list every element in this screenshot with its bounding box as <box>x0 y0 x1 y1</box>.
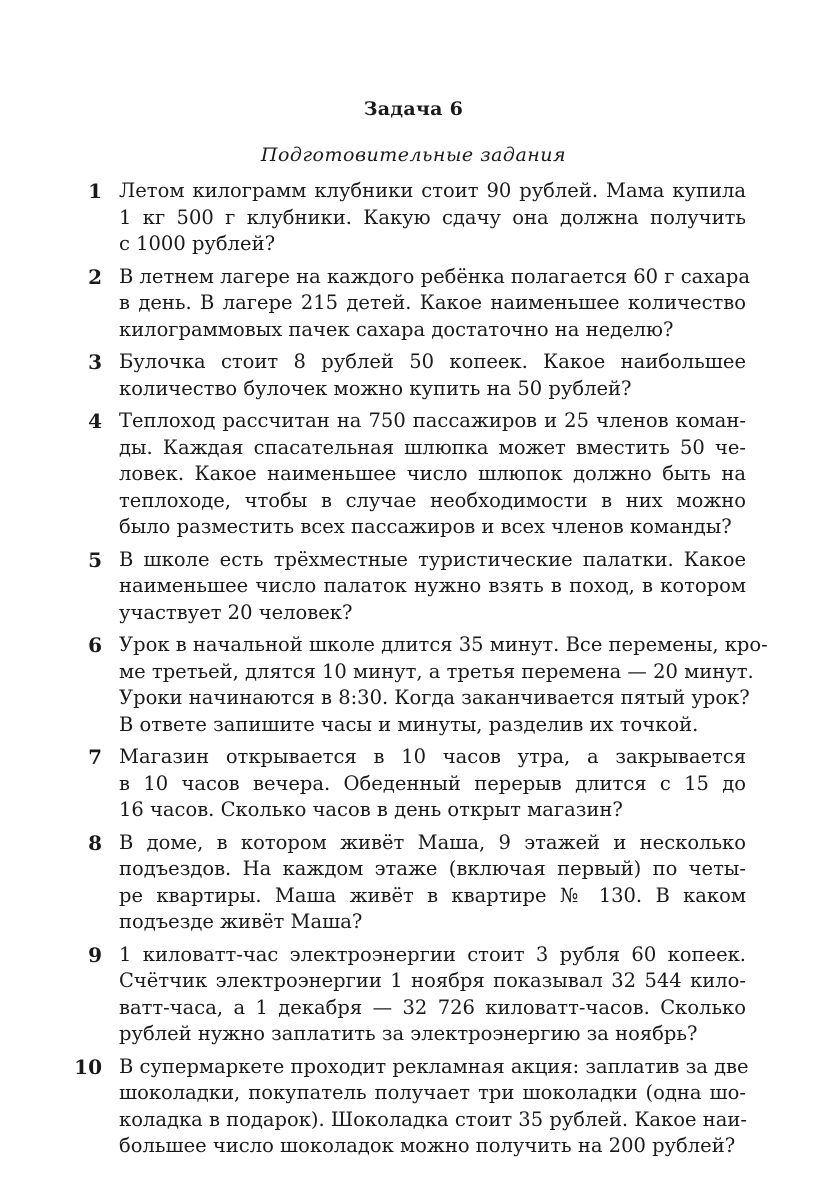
task-text <box>119 1054 749 1160</box>
task-text <box>119 264 750 344</box>
task-line: подъездов. На каждом этаже (включая первый) по четы- <box>119 857 746 880</box>
task-line: В летнем лагере на каждого ребёнка полагается 60 г сахара <box>119 264 750 288</box>
task-line: В школе есть трёхместные туристические палатки. Какое <box>119 547 746 571</box>
task-line: Магазин открывается в 10 часов утра, а закрывается <box>119 745 746 768</box>
task-line: килограммовых пачек сахара достаточно на неделю? <box>119 317 674 341</box>
task-item-5 <box>0 547 827 627</box>
task-text <box>119 547 746 627</box>
task-line: В ответе запишите часы и минуты, разделив их точкой. <box>119 712 699 736</box>
task-line: Летом килограмм клубники стоит 90 рублей. Мама купила <box>119 179 746 202</box>
task-text <box>119 408 746 541</box>
task-item-10 <box>0 1054 827 1160</box>
task-line: Урок в начальной школе длится 35 минут. Все перемены, кро- <box>119 633 768 656</box>
task-line: ватт-часа, а 1 декабря — 32 726 киловатт-часов. Сколько <box>119 995 746 1019</box>
task-line: ре квартиры. Маша живёт в квартире № 130. В каком <box>119 883 746 907</box>
task-line: в 10 часов вечера. Обеденный перерыв длится с 15 до <box>119 771 746 795</box>
task-line: 1 киловатт-час электроэнергии стоит 3 рубля 60 копеек. <box>119 942 746 966</box>
task-list <box>0 178 827 1166</box>
task-line: наименьшее число палаток нужно взять в поход, в котором <box>119 574 746 597</box>
task-number: 10 <box>74 1054 102 1079</box>
task-line: ме третьей, длятся 10 минут, а третья перемена — 20 минут. <box>119 659 754 683</box>
task-line: 16 часов. Сколько часов в день открыт магазин? <box>119 798 623 821</box>
task-line: шоколадки, покупатель получает три шоколадки (одна шо- <box>119 1081 746 1104</box>
task-number: 2 <box>88 264 102 289</box>
task-text <box>119 942 746 1048</box>
task-item-7 <box>0 744 827 824</box>
task-number: 1 <box>88 179 102 203</box>
task-item-6 <box>0 632 827 738</box>
task-line: Булочка стоит 8 рублей 50 копеек. Какое наибольшее <box>119 350 746 373</box>
task-number: 7 <box>88 745 102 769</box>
task-line: Теплоход рассчитан на 750 пассажиров и 25 членов коман- <box>119 409 746 432</box>
task-line: участвует 20 человек? <box>119 600 353 624</box>
task-line: большее число шоколадок можно получить на 200 рублей? <box>119 1134 736 1157</box>
task-line: Счётчик электроэнергии 1 ноября показывал 32 544 кило- <box>119 969 746 992</box>
task-number: 3 <box>88 350 102 374</box>
task-line: В супермаркете проходит рекламная акция: заплатив за две <box>119 1054 749 1078</box>
task-line: количество булочек можно купить на 50 рублей? <box>119 376 632 400</box>
task-number: 5 <box>88 547 102 572</box>
task-line: 1 кг 500 г клубники. Какую сдачу она должна получить <box>119 205 746 229</box>
task-line: Уроки начинаются в 8:30. Когда заканчивается пятый урок? <box>119 686 750 709</box>
task-item-3 <box>0 349 827 402</box>
task-text <box>119 178 746 258</box>
task-item-9 <box>0 942 827 1048</box>
task-number: 6 <box>88 633 102 657</box>
task-item-4 <box>0 408 827 541</box>
task-number: 8 <box>88 830 102 855</box>
task-number: 4 <box>88 409 102 433</box>
task-line: подъезде живёт Маша? <box>119 910 363 933</box>
task-line: теплоходе, чтобы в случае необходимости в них можно <box>119 488 746 512</box>
task-line: в день. В лагере 215 детей. Какое наименьшее количество <box>119 291 746 314</box>
task-number: 9 <box>88 942 102 967</box>
task-text <box>119 349 746 402</box>
task-line: было разместить всех пассажиров и всех членов команды? <box>119 515 732 538</box>
task-text <box>119 744 746 824</box>
page-title: Задача 6 <box>363 98 464 120</box>
task-line: ловек. Какое наименьшее число шлюпок должно быть на <box>119 462 746 485</box>
task-item-1 <box>0 178 827 258</box>
task-line: В доме, в котором живёт Маша, 9 этажей и несколько <box>119 830 746 854</box>
task-text <box>119 632 768 738</box>
task-item-2 <box>0 264 827 344</box>
section-subtitle: Подготовительные задания <box>260 144 567 166</box>
task-item-8 <box>0 830 827 936</box>
task-line: рублей нужно заплатить за электроэнергию за ноябрь? <box>119 1022 698 1045</box>
task-line: ды. Каждая спасательная шлюпка может вместить 50 че- <box>119 435 746 459</box>
task-line: с 1000 рублей? <box>119 232 276 255</box>
task-text <box>119 830 746 936</box>
task-line: коладка в подарок). Шоколадка стоит 35 рублей. Какое наи- <box>119 1107 747 1131</box>
